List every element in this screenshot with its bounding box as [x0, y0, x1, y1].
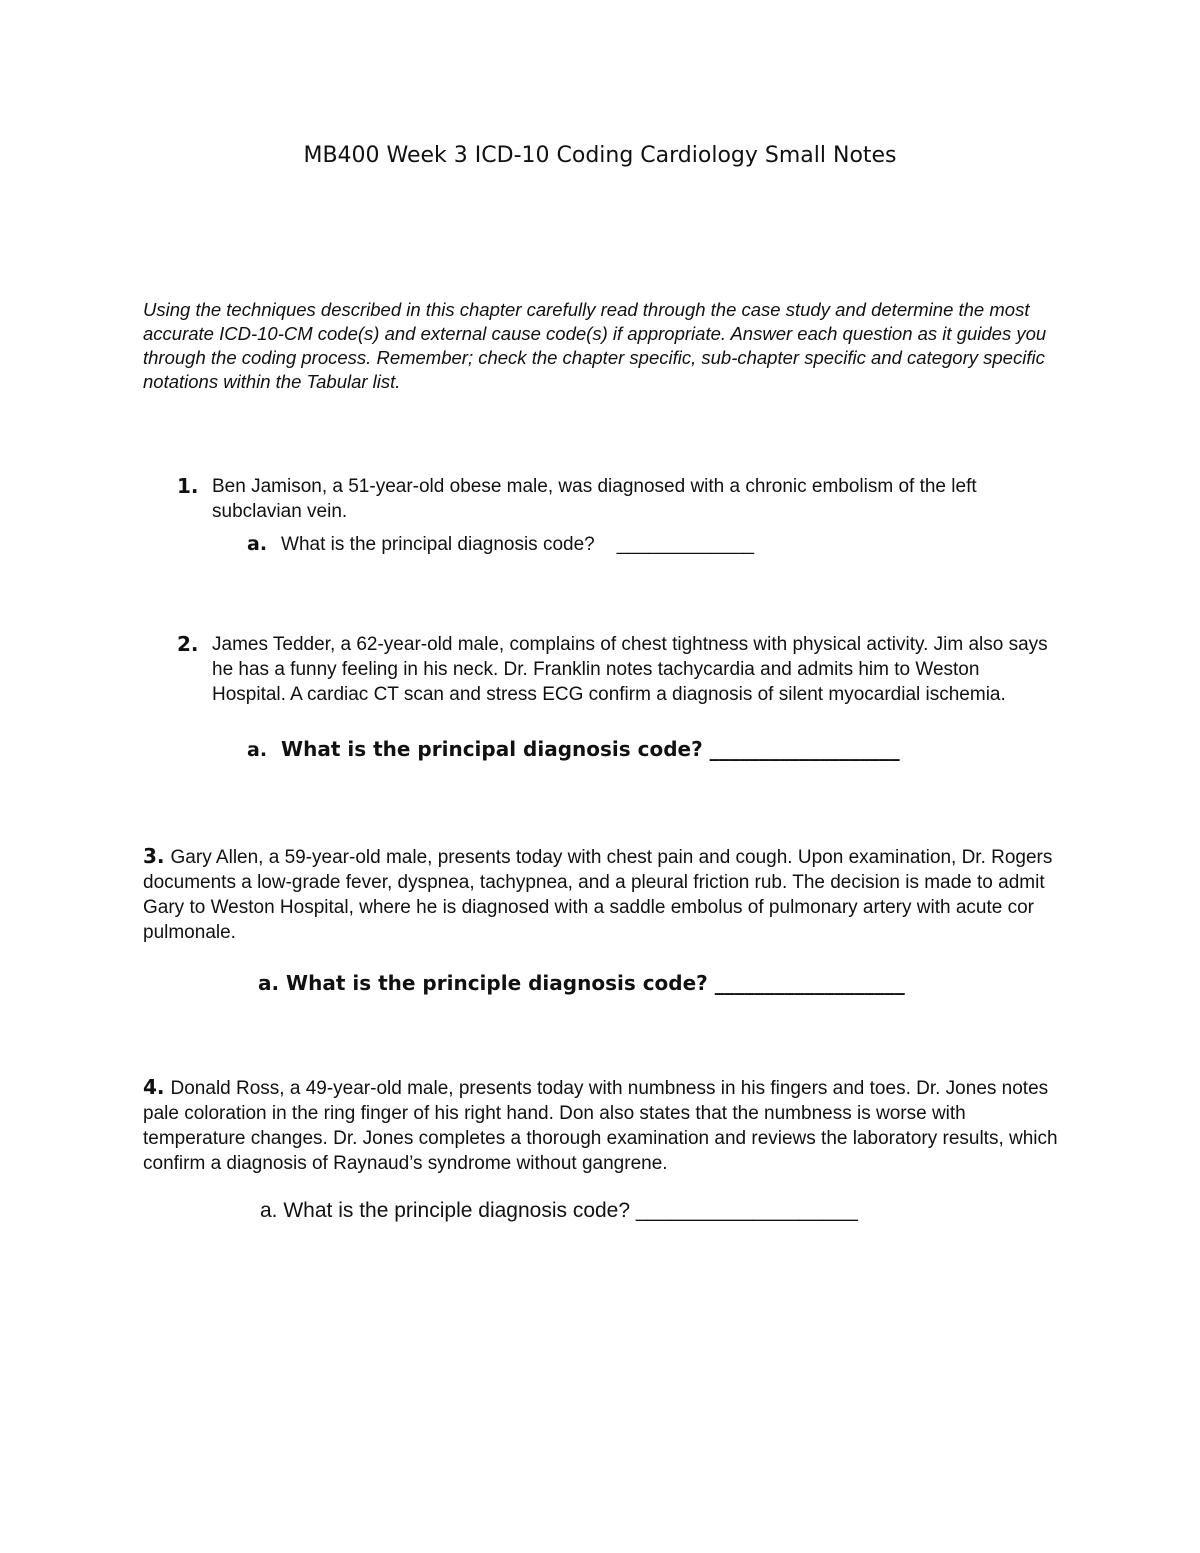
sub-letter: a.	[247, 739, 268, 761]
question-number: 1.	[177, 474, 199, 498]
question-3	[143, 844, 1058, 945]
question-text: Donald Ross, a 49-year-old male, presents today with numbness in his fingers and toes. Dr. Jones notes pale coloration in the ring finger of his right hand. Don also states that the numbness is worse with temperature changes. Dr. Jones completes a thorough examination and reviews the laboratory results, which confirm a diagnosis of Raynaud’s syndrome without gangrene.	[143, 1078, 1058, 1174]
question-text: Ben Jamison, a 51-year-old obese male, was diagnosed with a chronic embolism of the left subclavian vein.	[212, 476, 977, 522]
sub-question-text: What is the principal diagnosis code? ___________________	[281, 737, 900, 761]
question-number: 2.	[177, 632, 199, 656]
sub-letter: a.	[247, 533, 268, 555]
question-4-sub-a: a. What is the principle diagnosis code? ___________________	[260, 1199, 858, 1222]
document-title: MB400 Week 3 ICD-10 Coding Cardiology Small Notes	[303, 143, 897, 168]
question-text: James Tedder, a 62-year-old male, complains of chest tightness with physical activity. Jim also says he has a funny feeling in his neck. Dr. Franklin notes tachycardia and admits him to Weston Hospital. A cardiac CT scan and stress ECG confirm a diagnosis of silent myocardial ischemia.	[212, 634, 1048, 705]
question-number: 3.	[143, 844, 165, 868]
question-2-sub-a	[247, 737, 1007, 761]
answer-blank[interactable]: _____________	[616, 534, 755, 555]
question-number: 4.	[143, 1075, 165, 1099]
instructions-paragraph: Using the techniques described in this chapter carefully read through the case study and determine the most accurate ICD-10-CM code(s) and external cause code(s) if appropriate. Answer each question as it guides you through the coding process. Remember; check the chapter specific, sub-chapter specific and category specific notations within the Tabular list.	[143, 299, 1047, 392]
question-text: Gary Allen, a 59-year-old male, presents today with chest pain and cough. Upon examination, Dr. Rogers documents a low-grade fever, dyspnea, tachypnea, and a pleural friction rub. The decision is made to admit Gary to Weston Hospital, where he is diagnosed with a saddle embolus of pulmonary artery with acute cor pulmonale.	[143, 847, 1053, 943]
sub-question-text: What is the principal diagnosis code?	[281, 534, 595, 555]
question-1-sub-a	[247, 532, 947, 557]
question-3-sub-a: a. What is the principle diagnosis code? ___________________	[258, 971, 905, 995]
question-4	[143, 1075, 1058, 1176]
